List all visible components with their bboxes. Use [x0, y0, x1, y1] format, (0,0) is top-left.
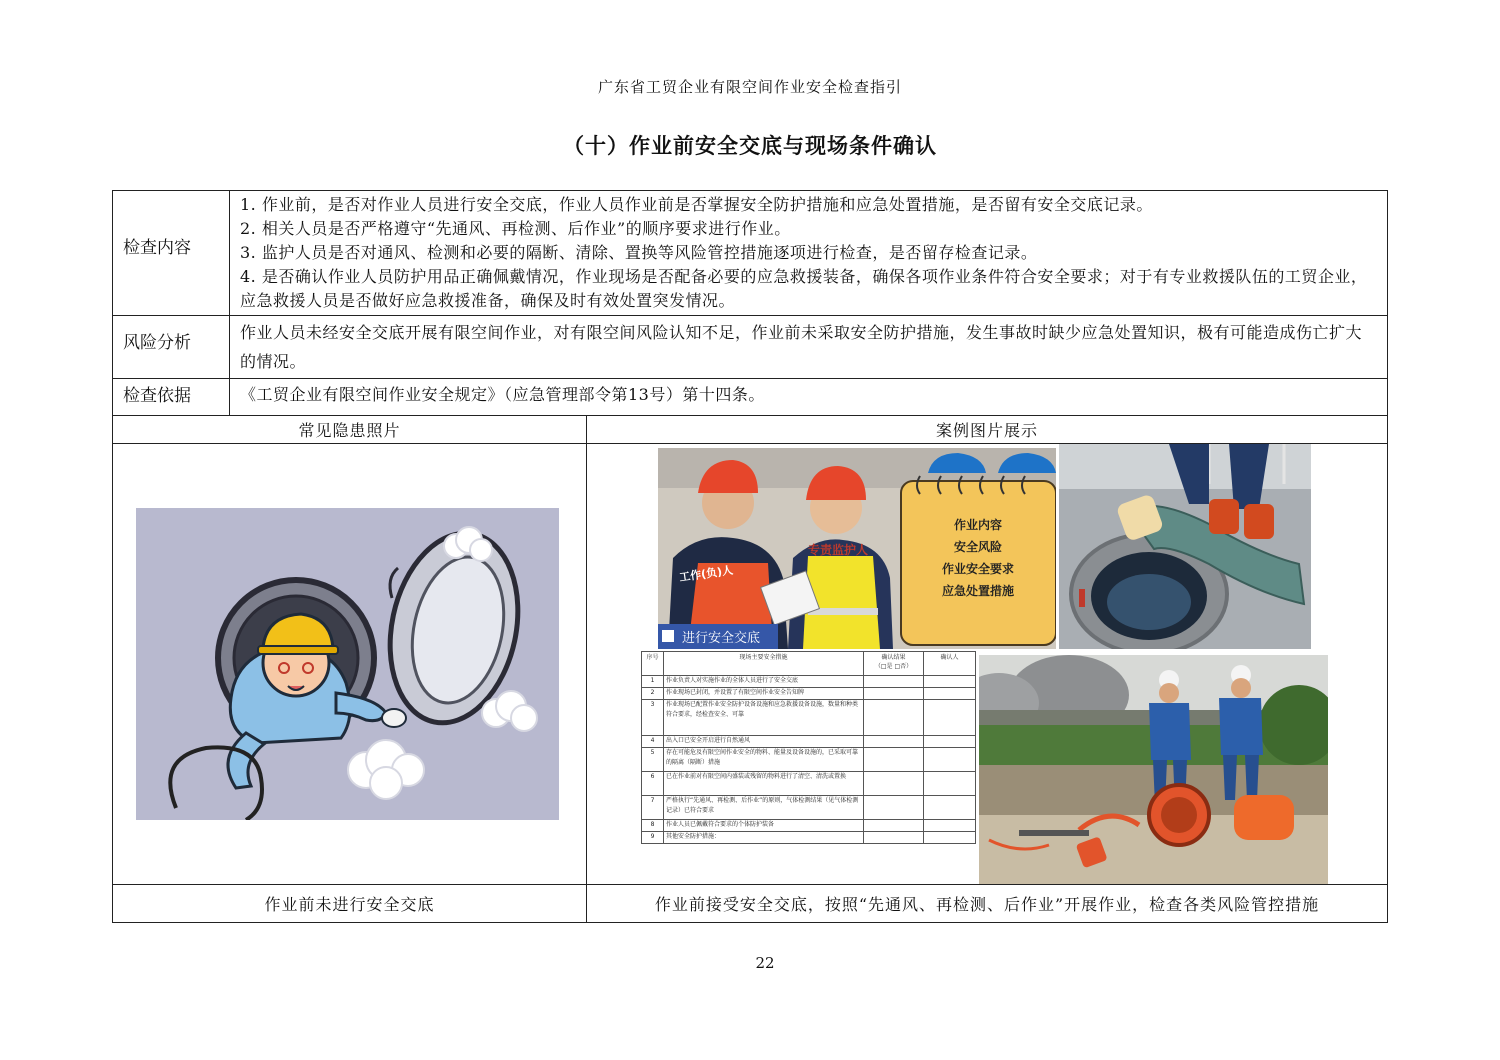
- checklist-row-number: 4: [642, 736, 664, 748]
- checklist-row-text: 已在作业前对有限空间内盛装或残留的物料进行了清空、清洗或置换: [664, 772, 864, 796]
- left-caption: 作业前未进行安全交底: [113, 885, 587, 923]
- risk-analysis-text: 作业人员未经安全交底开展有限空间作业，对有限空间风险认知不足，作业前未采取安全防护措施，发生事故时缺少应急处置知识，极有可能造成伤亡扩大的情况。: [230, 316, 1388, 379]
- risk-analysis-label: 风险分析: [113, 316, 230, 379]
- board-item: 应急处置措施: [941, 584, 1014, 598]
- checklist-confirm-cell: [864, 796, 924, 820]
- checklist-table: [641, 651, 976, 844]
- checklist-confirm-cell: [864, 700, 924, 736]
- checklist-row-number: 7: [642, 796, 664, 820]
- checklist-header: 确认结果 （□是 □否）: [864, 652, 924, 676]
- checklist-row-number: 9: [642, 832, 664, 844]
- checklist-confirmer-cell: [924, 832, 976, 844]
- safety-briefing-photo: [658, 448, 1056, 649]
- briefing-board: [910, 514, 1046, 602]
- inspection-table: [112, 190, 1388, 923]
- checklist-confirm-cell: [864, 736, 924, 748]
- checklist-row-number: 5: [642, 748, 664, 772]
- checklist-confirmer-cell: [924, 796, 976, 820]
- row-basis: [113, 379, 1388, 416]
- ventilation-manhole-photo: [1059, 444, 1311, 649]
- checklist-row-number: 6: [642, 772, 664, 796]
- board-item: 安全风险: [953, 540, 1002, 554]
- section-title: （十）作业前安全交底与现场条件确认: [563, 133, 937, 158]
- board-item: 作业内容: [953, 518, 1002, 532]
- checklist-row-text: 作业现场已配置作业安全防护设备设施和应急救援设备设施，数量和种类符合要求，经检查安全、可靠: [664, 700, 864, 736]
- ventilation-equipment-photo: [979, 655, 1328, 884]
- checklist-row-text: 存在可能危及有限空间作业安全的物料、能量及设备设施的，已采取可靠的隔离（隔断）措施: [664, 748, 864, 772]
- row-photo-headers: [113, 416, 1388, 444]
- checklist-confirmer-cell: [924, 688, 976, 700]
- checklist-confirmer-cell: [924, 676, 976, 688]
- checklist-confirm-cell: [864, 772, 924, 796]
- row-risk-analysis: [113, 316, 1388, 379]
- checklist-header-row: [642, 652, 976, 676]
- checklist-row-text: 作业人员已佩戴符合要求的个体防护装备: [664, 820, 864, 832]
- checklist-confirm-cell: [864, 676, 924, 688]
- checklist-row: [642, 688, 976, 700]
- checklist-confirmer-cell: [924, 748, 976, 772]
- cartoon-worker-manhole-image: [136, 508, 559, 820]
- left-photo-cell: [113, 444, 587, 885]
- inspection-item: 2. 相关人员是否严格遵守“先通风、再检测、后作业”的顺序要求进行作业。: [240, 219, 791, 238]
- checklist-header: 序号: [642, 652, 664, 676]
- left-photo-header: 常见隐患照片: [113, 416, 587, 444]
- row-captions: [113, 885, 1388, 923]
- briefing-banner: 进行安全交底: [682, 631, 761, 646]
- checklist-confirm-cell: [864, 748, 924, 772]
- checklist-row-text: 严格执行“先通风、再检测、后作业”的原则，气体检测结果（见气体检测记录）已符合要求: [664, 796, 864, 820]
- page-number: 22: [755, 954, 775, 972]
- checklist-row: [642, 832, 976, 844]
- checklist-image: [641, 651, 977, 884]
- checklist-row: [642, 700, 976, 736]
- checklist-row-text: 作业负责人对实施作业的全体人员进行了安全交底: [664, 676, 864, 688]
- checklist-row: [642, 676, 976, 688]
- basis-label: 检查依据: [113, 379, 230, 416]
- vest-label-right: 专责监护人: [808, 543, 869, 557]
- checklist-header: 确认人: [924, 652, 976, 676]
- checklist-confirm-cell: [864, 688, 924, 700]
- checklist-row-text: 出入口已安全开启进行自然通风: [664, 736, 864, 748]
- checklist-confirmer-cell: [924, 736, 976, 748]
- row-inspection-content: [113, 191, 1388, 316]
- inspection-item: 1. 作业前，是否对作业人员进行安全交底，作业人员作业前是否掌握安全防护措施和应急处置措施，是否留有安全交底记录。: [240, 195, 1153, 214]
- checklist-row: [642, 748, 976, 772]
- basis-text: 《工贸企业有限空间作业安全规定》（应急管理部令第13号）第十四条。: [230, 379, 1388, 416]
- inspection-content-label: 检查内容: [113, 191, 230, 316]
- right-photo-cell: [587, 444, 1388, 885]
- checklist-confirmer-cell: [924, 700, 976, 736]
- checklist-confirmer-cell: [924, 772, 976, 796]
- inspection-item: 4. 是否确认作业人员防护用品正确佩戴情况，作业现场是否配备必要的应急救援装备，确保各项作业条件符合安全要求；对于有专业救援队伍的工贸企业，应急救援人员是否做好应急救援准备，确保及时有效处置突发情况。: [240, 267, 1368, 310]
- right-caption: 作业前接受安全交底，按照“先通风、再检测、后作业”开展作业，检查各类风险管控措施: [587, 885, 1388, 923]
- checklist-row-number: 1: [642, 676, 664, 688]
- checklist-row: [642, 820, 976, 832]
- vest-label-left: 工作(负)人: [678, 563, 734, 585]
- checklist-row: [642, 796, 976, 820]
- checklist-row-number: 8: [642, 820, 664, 832]
- board-item: 作业安全要求: [941, 562, 1014, 576]
- checklist-row: [642, 772, 976, 796]
- checklist-header: 现场主要安全措施: [664, 652, 864, 676]
- checklist-confirm-cell: [864, 832, 924, 844]
- checklist-confirmer-cell: [924, 820, 976, 832]
- inspection-item: 3. 监护人员是否对通风、检测和必要的隔断、清除、置换等风险管控措施逐项进行检查，是否留存检查记录。: [240, 243, 1038, 262]
- checklist-row-number: 3: [642, 700, 664, 736]
- checklist-row-number: 2: [642, 688, 664, 700]
- inspection-content-items: [230, 191, 1388, 316]
- right-photo-header: 案例图片展示: [587, 416, 1388, 444]
- row-photos: [113, 444, 1388, 885]
- running-header: 广东省工贸企业有限空间作业安全检查指引: [597, 78, 902, 96]
- checklist-row-text: 其他安全防护措施：: [664, 832, 864, 844]
- checklist-row: [642, 736, 976, 748]
- checklist-row-text: 作业现场已封闭，并设置了有限空间作业安全告知牌: [664, 688, 864, 700]
- checklist-confirm-cell: [864, 820, 924, 832]
